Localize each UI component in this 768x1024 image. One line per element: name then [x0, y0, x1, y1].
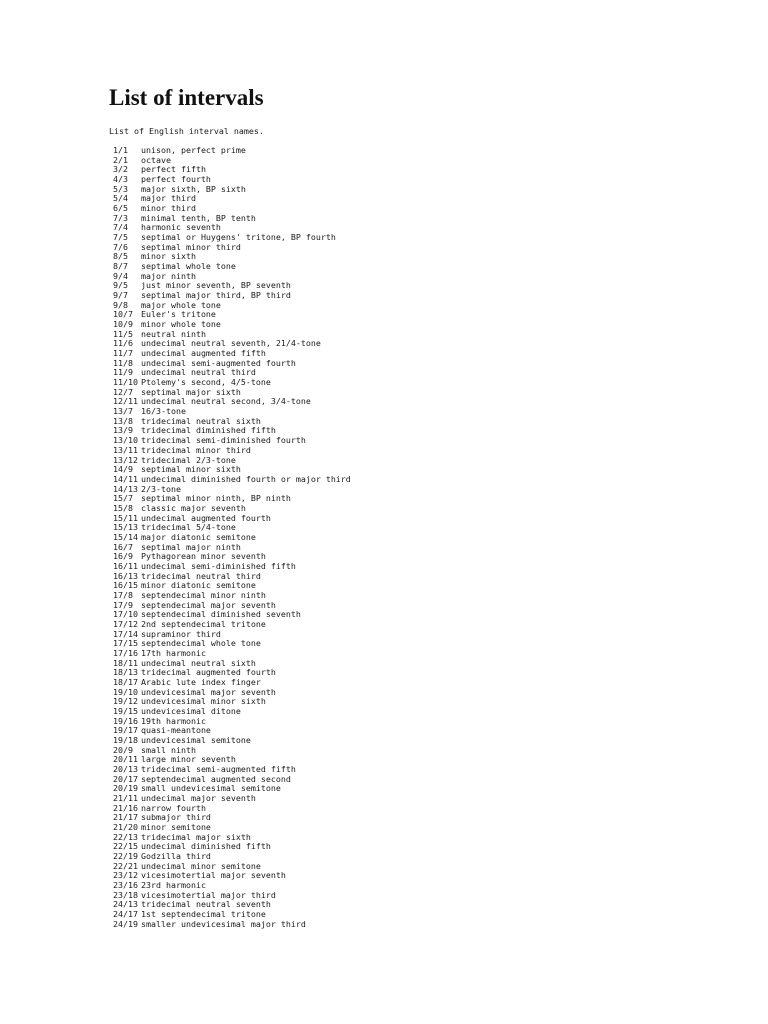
interval-name: classic major seventh — [141, 502, 246, 513]
interval-ratio: 13/12 — [113, 454, 138, 465]
interval-ratio: 23/16 — [113, 880, 138, 891]
interval-ratio: 20/17 — [113, 773, 138, 784]
interval-name: septendecimal whole tone — [141, 638, 261, 649]
interval-ratio: 7/6 — [113, 241, 128, 252]
interval-name: minor sixth — [141, 251, 196, 262]
interval-name: major diatonic semitone — [141, 531, 256, 542]
interval-ratio: 14/9 — [113, 464, 133, 475]
interval-name: undecimal neutral second, 3/4-tone — [141, 396, 311, 407]
interval-name: undecimal augmented fifth — [141, 348, 266, 359]
interval-name: 16/3-tone — [141, 406, 186, 417]
interval-ratio: 10/9 — [113, 319, 133, 330]
interval-name: 19th harmonic — [141, 715, 206, 726]
interval-list — [113, 146, 351, 929]
interval-ratio: 20/9 — [113, 744, 133, 755]
interval-name: undecimal major seventh — [141, 793, 256, 804]
interval-ratio: 23/12 — [113, 870, 138, 881]
page-subtitle: List of English interval names. — [109, 126, 264, 136]
interval-name: 2/3-tone — [141, 483, 181, 494]
interval-ratio: 17/16 — [113, 647, 138, 658]
interval-ratio: 24/13 — [113, 899, 138, 910]
interval-ratio: 17/8 — [113, 589, 133, 600]
interval-name: septendecimal minor ninth — [141, 589, 266, 600]
interval-ratio: 9/4 — [113, 270, 128, 281]
interval-ratio: 16/9 — [113, 551, 133, 562]
interval-name: septimal whole tone — [141, 261, 236, 272]
interval-name: small ninth — [141, 744, 196, 755]
interval-ratio: 15/11 — [113, 512, 138, 523]
interval-name: Godzilla third — [141, 851, 211, 862]
page-title: List of intervals — [109, 85, 264, 110]
interval-name: 1st septendecimal tritone — [141, 909, 266, 920]
interval-name: tridecimal 5/4-tone — [141, 522, 236, 533]
interval-name: septimal minor sixth — [141, 464, 241, 475]
interval-name: major whole tone — [141, 299, 221, 310]
interval-ratio: 19/10 — [113, 686, 138, 697]
interval-name: unison, perfect prime — [141, 145, 246, 155]
interval-name: septimal major third, BP third — [141, 290, 291, 301]
interval-name: Arabic lute index finger — [141, 676, 261, 687]
interval-ratio: 13/11 — [113, 444, 138, 455]
interval-ratio: 10/7 — [113, 309, 133, 320]
interval-name: harmonic seventh — [141, 222, 221, 233]
interval-name: septendecimal diminished seventh — [141, 609, 301, 620]
interval-ratio: 18/17 — [113, 676, 138, 687]
interval-name: septimal minor ninth, BP ninth — [141, 493, 291, 504]
interval-ratio: 22/19 — [113, 851, 138, 862]
interval-name: tridecimal augmented fourth — [141, 667, 276, 678]
interval-ratio: 17/15 — [113, 638, 138, 649]
interval-name: tridecimal neutral seventh — [141, 899, 271, 910]
interval-name: undecimal neutral third — [141, 367, 256, 378]
interval-name: perfect fourth — [141, 174, 211, 185]
interval-name: tridecimal 2/3-tone — [141, 454, 236, 465]
interval-name: tridecimal diminished fifth — [141, 425, 276, 436]
interval-name: major third — [141, 193, 196, 204]
interval-name: just minor seventh, BP seventh — [141, 280, 291, 291]
interval-ratio: 6/5 — [113, 203, 128, 214]
interval-name: minimal tenth, BP tenth — [141, 212, 256, 223]
interval-name: vicesimotertial major third — [141, 889, 276, 900]
interval-ratio: 17/14 — [113, 628, 138, 639]
interval-name: undecimal minor semitone — [141, 860, 261, 871]
interval-ratio: 13/9 — [113, 425, 133, 436]
interval-name: minor third — [141, 203, 196, 214]
interval-name: neutral ninth — [141, 328, 206, 339]
interval-name: narrow fourth — [141, 802, 206, 813]
interval-name: submajor third — [141, 812, 211, 823]
interval-name: tridecimal semi-augmented fifth — [141, 764, 296, 774]
interval-name: smaller undevicesimal major third — [141, 918, 306, 929]
interval-name: 2nd septendecimal tritone — [141, 618, 266, 629]
interval-ratio: 17/9 — [113, 599, 133, 610]
interval-ratio: 11/9 — [113, 367, 133, 378]
interval-name: 23rd harmonic — [141, 880, 206, 891]
interval-name: undecimal neutral seventh, 21/4-tone — [141, 338, 321, 349]
interval-ratio: 22/21 — [113, 860, 138, 871]
interval-name: tridecimal major sixth — [141, 831, 251, 842]
interval-name: undecimal neutral sixth — [141, 657, 256, 668]
interval-ratio: 22/13 — [113, 831, 138, 842]
interval-ratio: 7/3 — [113, 212, 128, 223]
interval-ratio: 14/11 — [113, 473, 138, 484]
interval-ratio: 15/7 — [113, 493, 133, 504]
interval-ratio: 5/4 — [113, 193, 128, 204]
interval-ratio: 20/13 — [113, 764, 138, 774]
interval-name: major ninth — [141, 270, 196, 281]
interval-name: perfect fifth — [141, 164, 206, 175]
interval-ratio: 16/15 — [113, 580, 138, 591]
interval-name: Ptolemy's second, 4/5-tone — [141, 377, 271, 388]
interval-name: septendecimal major seventh — [141, 599, 276, 610]
interval-ratio: 5/3 — [113, 183, 128, 194]
interval-ratio: 17/12 — [113, 618, 138, 629]
interval-ratio: 11/10 — [113, 377, 138, 388]
interval-ratio: 2/1 — [113, 154, 128, 165]
interval-name: minor semitone — [141, 822, 211, 833]
interval-ratio: 14/13 — [113, 483, 138, 494]
interval-name: septimal major ninth — [141, 541, 241, 552]
interval-ratio: 8/5 — [113, 251, 128, 262]
interval-name: tridecimal semi-diminished fourth — [141, 435, 306, 446]
interval-ratio: 18/11 — [113, 657, 138, 668]
interval-name: octave — [141, 154, 171, 165]
interval-ratio: 11/7 — [113, 348, 133, 359]
interval-name: small undevicesimal semitone — [141, 783, 281, 794]
interval-ratio: 9/5 — [113, 280, 128, 291]
interval-ratio: 19/15 — [113, 705, 138, 716]
interval-ratio: 20/19 — [113, 783, 138, 794]
interval-ratio: 8/7 — [113, 261, 128, 272]
interval-name: undevicesimal ditone — [141, 705, 241, 716]
interval-ratio: 13/7 — [113, 406, 133, 417]
interval-ratio: 17/10 — [113, 609, 138, 620]
interval-ratio: 16/13 — [113, 570, 138, 581]
interval-name: minor whole tone — [141, 319, 221, 330]
interval-ratio: 1/1 — [113, 145, 128, 155]
interval-name: large minor seventh — [141, 754, 236, 765]
interval-name: septimal minor third — [141, 241, 241, 252]
interval-ratio: 20/11 — [113, 754, 138, 765]
interval-name: tridecimal neutral third — [141, 570, 261, 581]
interval-ratio: 16/11 — [113, 560, 138, 571]
interval-ratio: 4/3 — [113, 174, 128, 185]
interval-name: undecimal diminished fourth or major third — [141, 473, 351, 484]
interval-name: undevicesimal major seventh — [141, 686, 276, 697]
interval-ratio: 11/5 — [113, 328, 133, 339]
interval-ratio: 19/16 — [113, 715, 138, 726]
interval-ratio: 12/11 — [113, 396, 138, 407]
interval-name: quasi-meantone — [141, 725, 211, 736]
interval-ratio: 24/19 — [113, 918, 138, 929]
interval-name: minor diatonic semitone — [141, 580, 256, 591]
interval-row — [113, 920, 351, 930]
interval-ratio: 7/5 — [113, 232, 128, 243]
interval-name: Pythagorean minor seventh — [141, 551, 266, 562]
interval-ratio: 19/18 — [113, 734, 138, 745]
interval-ratio: 9/8 — [113, 299, 128, 310]
interval-ratio: 24/17 — [113, 909, 138, 920]
interval-name: supraminor third — [141, 628, 221, 639]
interval-name: septimal major sixth — [141, 386, 241, 397]
interval-ratio: 9/7 — [113, 290, 128, 301]
interval-name: undevicesimal semitone — [141, 734, 251, 745]
interval-name: septendecimal augmented second — [141, 773, 291, 784]
interval-ratio: 15/13 — [113, 522, 138, 533]
interval-name: tridecimal neutral sixth — [141, 415, 261, 426]
interval-ratio: 21/16 — [113, 802, 138, 813]
interval-name: undecimal augmented fourth — [141, 512, 271, 523]
interval-ratio: 13/10 — [113, 435, 138, 446]
interval-ratio: 19/12 — [113, 696, 138, 707]
interval-ratio: 21/11 — [113, 793, 138, 804]
interval-ratio: 7/4 — [113, 222, 128, 233]
interval-name: undecimal semi-diminished fifth — [141, 560, 296, 571]
interval-ratio: 12/7 — [113, 386, 133, 397]
interval-name: undevicesimal minor sixth — [141, 696, 266, 707]
interval-name: Euler's tritone — [141, 309, 216, 320]
interval-ratio: 22/15 — [113, 841, 138, 852]
interval-name: vicesimotertial major seventh — [141, 870, 286, 881]
interval-name: septimal or Huygens' tritone, BP fourth — [141, 232, 336, 243]
interval-ratio: 11/8 — [113, 357, 133, 368]
interval-ratio: 21/17 — [113, 812, 138, 823]
interval-ratio: 21/20 — [113, 822, 138, 833]
interval-ratio: 15/14 — [113, 531, 138, 542]
interval-name: 17th harmonic — [141, 647, 206, 658]
interval-ratio: 18/13 — [113, 667, 138, 678]
interval-ratio: 23/18 — [113, 889, 138, 900]
interval-name: undecimal semi-augmented fourth — [141, 357, 296, 368]
interval-ratio: 3/2 — [113, 164, 128, 175]
interval-name: major sixth, BP sixth — [141, 183, 246, 194]
interval-ratio: 19/17 — [113, 725, 138, 736]
interval-ratio: 11/6 — [113, 338, 133, 349]
interval-name: tridecimal minor third — [141, 444, 251, 455]
interval-ratio: 13/8 — [113, 415, 133, 426]
interval-ratio: 15/8 — [113, 502, 133, 513]
interval-name: undecimal diminished fifth — [141, 841, 271, 852]
interval-ratio: 16/7 — [113, 541, 133, 552]
